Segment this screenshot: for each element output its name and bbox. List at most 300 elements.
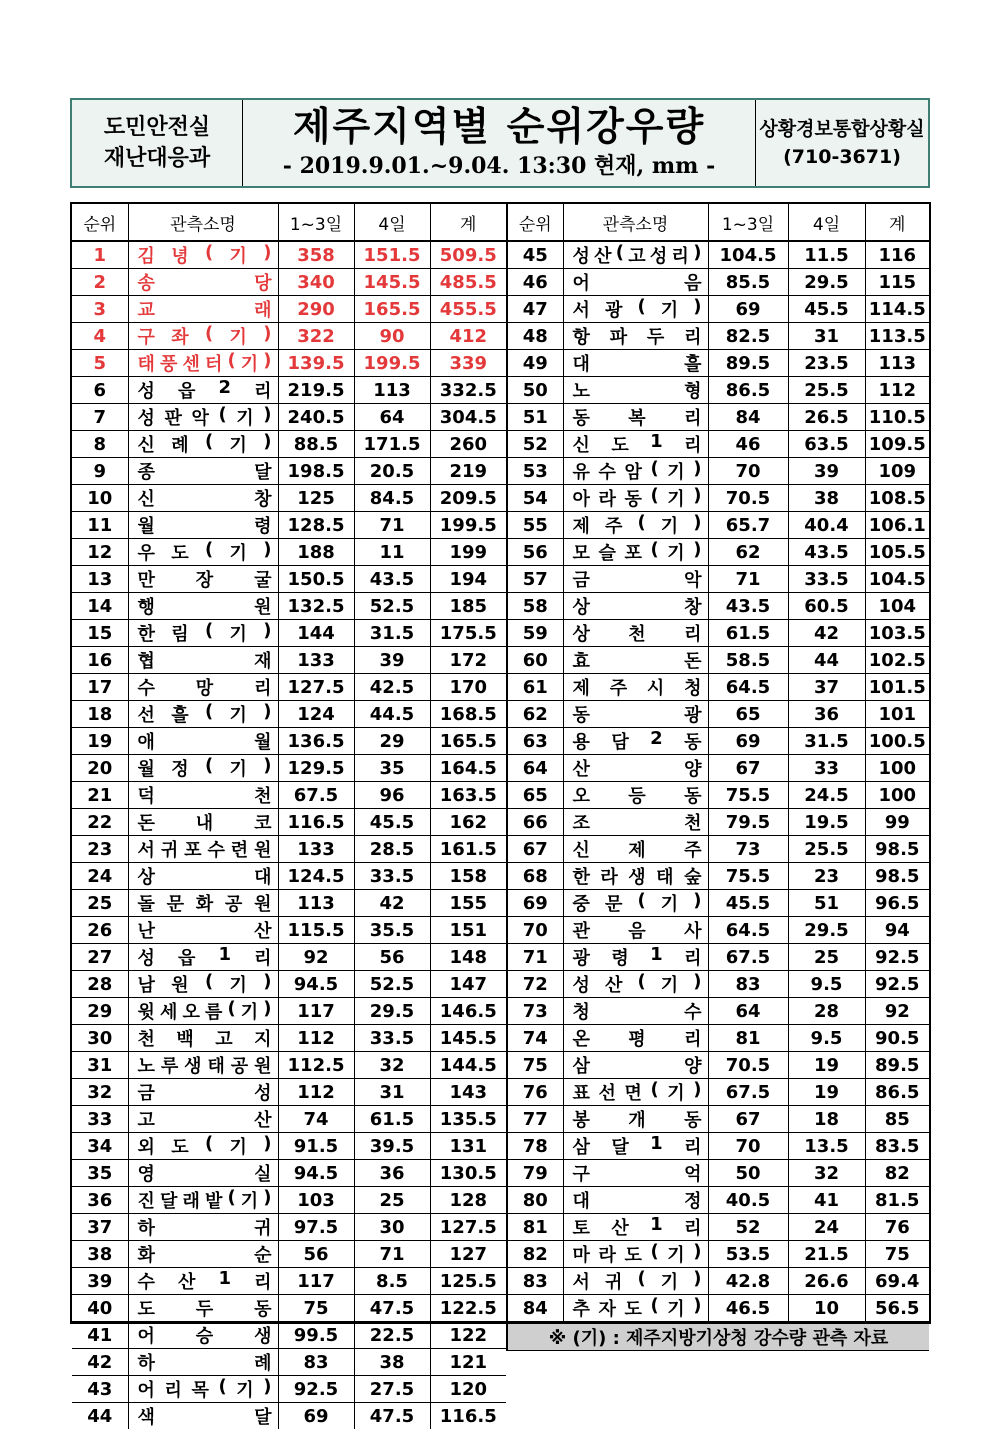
- day-4-cell: 47.5: [354, 1295, 430, 1322]
- days-1-3-cell: 125: [278, 485, 354, 512]
- table-row: [72, 269, 506, 296]
- total-cell: 168.5: [430, 701, 506, 728]
- station-name: 구 좌 ( 기 ): [129, 323, 278, 349]
- total-cell: 110.5: [865, 404, 929, 431]
- rank-cell: 80: [507, 1187, 563, 1214]
- station-cell: [563, 890, 708, 917]
- total-cell: 99: [865, 809, 929, 836]
- rank-cell: 19: [72, 728, 128, 755]
- total-cell: 101: [865, 701, 929, 728]
- table-row: [507, 1295, 929, 1322]
- station-cell: [128, 1052, 278, 1079]
- days-1-3-cell: 84: [708, 404, 788, 431]
- station-cell: [563, 944, 708, 971]
- total-cell: 304.5: [430, 404, 506, 431]
- office-phone: (710-3671): [783, 143, 901, 171]
- day-4-cell: 32: [788, 1160, 865, 1187]
- col-day-4: 4일: [788, 204, 865, 241]
- total-cell: 85: [865, 1106, 929, 1133]
- rank-cell: 39: [72, 1268, 128, 1295]
- day-4-cell: 29.5: [788, 917, 865, 944]
- rank-cell: 40: [72, 1295, 128, 1322]
- station-name: 덕 천: [129, 782, 278, 808]
- station-name: 외 도 ( 기 ): [129, 1133, 278, 1159]
- rank-cell: 20: [72, 755, 128, 782]
- col-total: 계: [430, 204, 506, 241]
- day-4-cell: 52.5: [354, 593, 430, 620]
- table-row: [72, 647, 506, 674]
- day-4-cell: 36: [354, 1160, 430, 1187]
- rank-cell: 58: [507, 593, 563, 620]
- station-name: 영 실: [129, 1160, 278, 1186]
- total-cell: 125.5: [430, 1268, 506, 1295]
- days-1-3-cell: 79.5: [708, 809, 788, 836]
- total-cell: 144.5: [430, 1052, 506, 1079]
- station-name: 노 형: [564, 377, 708, 403]
- day-4-cell: 64: [354, 404, 430, 431]
- station-name: 모 슬 포 ( 기 ): [564, 539, 708, 565]
- days-1-3-cell: 115.5: [278, 917, 354, 944]
- days-1-3-cell: 64.5: [708, 917, 788, 944]
- days-1-3-cell: 322: [278, 323, 354, 350]
- station-cell: [128, 782, 278, 809]
- station-name: 행 원: [129, 593, 278, 619]
- total-cell: 122: [430, 1322, 506, 1349]
- station-name: 서 광 ( 기 ): [564, 296, 708, 322]
- days-1-3-cell: 129.5: [278, 755, 354, 782]
- total-cell: 158: [430, 863, 506, 890]
- table-row: [507, 323, 929, 350]
- day-4-cell: 22.5: [354, 1322, 430, 1349]
- station-cell: [563, 593, 708, 620]
- total-cell: 98.5: [865, 836, 929, 863]
- table-row: [72, 296, 506, 323]
- station-cell: [128, 512, 278, 539]
- total-cell: 115: [865, 269, 929, 296]
- day-4-cell: 45.5: [354, 809, 430, 836]
- days-1-3-cell: 94.5: [278, 971, 354, 998]
- day-4-cell: 29: [354, 728, 430, 755]
- rank-cell: 10: [72, 485, 128, 512]
- station-cell: [563, 296, 708, 323]
- table-row: [72, 1376, 506, 1403]
- table-row: [72, 1187, 506, 1214]
- table-row: [72, 566, 506, 593]
- station-cell: [563, 998, 708, 1025]
- rank-cell: 51: [507, 404, 563, 431]
- station-cell: [563, 620, 708, 647]
- days-1-3-cell: 58.5: [708, 647, 788, 674]
- day-4-cell: 35.5: [354, 917, 430, 944]
- rank-cell: 24: [72, 863, 128, 890]
- table-row: [72, 809, 506, 836]
- station-cell: [563, 323, 708, 350]
- station-name: 추 자 도 ( 기 ): [564, 1295, 708, 1321]
- table-row: [507, 674, 929, 701]
- station-name: 대 정: [564, 1187, 708, 1213]
- station-cell: [563, 782, 708, 809]
- table-row: [507, 566, 929, 593]
- station-name: 구 억: [564, 1160, 708, 1186]
- station-cell: [563, 404, 708, 431]
- days-1-3-cell: 83: [708, 971, 788, 998]
- rank-cell: 54: [507, 485, 563, 512]
- station-cell: [563, 431, 708, 458]
- rank-cell: 37: [72, 1214, 128, 1241]
- station-cell: [128, 404, 278, 431]
- days-1-3-cell: 69: [708, 296, 788, 323]
- rank-cell: 82: [507, 1241, 563, 1268]
- day-4-cell: 31: [354, 1079, 430, 1106]
- days-1-3-cell: 340: [278, 269, 354, 296]
- station-name: 하 례: [129, 1349, 278, 1375]
- station-cell: [563, 1214, 708, 1241]
- day-4-cell: 25.5: [788, 836, 865, 863]
- days-1-3-cell: 52: [708, 1214, 788, 1241]
- table-row: [72, 485, 506, 512]
- col-days-1-3: 1~3일: [278, 204, 354, 241]
- table-row: [507, 998, 929, 1025]
- days-1-3-cell: 94.5: [278, 1160, 354, 1187]
- rank-cell: 47: [507, 296, 563, 323]
- station-name: 색 달: [129, 1403, 278, 1429]
- station-cell: [563, 485, 708, 512]
- table-row: [72, 539, 506, 566]
- days-1-3-cell: 46.5: [708, 1295, 788, 1322]
- table-row: [72, 593, 506, 620]
- rank-cell: 61: [507, 674, 563, 701]
- station-name: 윗 세 오 름 ( 기 ): [129, 998, 278, 1024]
- total-cell: 109: [865, 458, 929, 485]
- days-1-3-cell: 67.5: [278, 782, 354, 809]
- table-row: [72, 377, 506, 404]
- total-cell: 170: [430, 674, 506, 701]
- rank-cell: 6: [72, 377, 128, 404]
- day-4-cell: 151.5: [354, 241, 430, 269]
- day-4-cell: 63.5: [788, 431, 865, 458]
- table-row: [72, 1268, 506, 1295]
- table-row: [72, 404, 506, 431]
- rank-cell: 81: [507, 1214, 563, 1241]
- department-line-1: 도민안전실: [104, 112, 210, 143]
- day-4-cell: 9.5: [788, 1025, 865, 1052]
- table-row: [72, 836, 506, 863]
- col-total: 계: [865, 204, 929, 241]
- station-cell: [128, 620, 278, 647]
- station-cell: [128, 241, 278, 269]
- total-cell: 56.5: [865, 1295, 929, 1322]
- station-name: 상 대: [129, 863, 278, 889]
- days-1-3-cell: 62: [708, 539, 788, 566]
- rank-cell: 68: [507, 863, 563, 890]
- days-1-3-cell: 99.5: [278, 1322, 354, 1349]
- station-cell: [563, 836, 708, 863]
- station-name: 효 돈: [564, 647, 708, 673]
- rank-cell: 38: [72, 1241, 128, 1268]
- total-cell: 81.5: [865, 1187, 929, 1214]
- total-cell: 109.5: [865, 431, 929, 458]
- table-row: [72, 944, 506, 971]
- station-cell: [128, 863, 278, 890]
- total-cell: 332.5: [430, 377, 506, 404]
- table-row: [72, 1052, 506, 1079]
- station-cell: [563, 1079, 708, 1106]
- day-4-cell: 90: [354, 323, 430, 350]
- table-row: [507, 1268, 929, 1295]
- station-cell: [563, 1160, 708, 1187]
- day-4-cell: 42.5: [354, 674, 430, 701]
- day-4-cell: 27.5: [354, 1376, 430, 1403]
- col-day-4: 4일: [354, 204, 430, 241]
- days-1-3-cell: 75.5: [708, 863, 788, 890]
- station-name: 한 림 ( 기 ): [129, 620, 278, 646]
- station-name: 금 성: [129, 1079, 278, 1105]
- day-4-cell: 165.5: [354, 296, 430, 323]
- day-4-cell: 44.5: [354, 701, 430, 728]
- total-cell: 127.5: [430, 1214, 506, 1241]
- day-4-cell: 20.5: [354, 458, 430, 485]
- days-1-3-cell: 67: [708, 1106, 788, 1133]
- station-cell: [128, 809, 278, 836]
- station-name: 한 라 생 태 숲: [564, 863, 708, 889]
- day-4-cell: 51: [788, 890, 865, 917]
- total-cell: 145.5: [430, 1025, 506, 1052]
- day-4-cell: 23.5: [788, 350, 865, 377]
- days-1-3-cell: 124.5: [278, 863, 354, 890]
- day-4-cell: 38: [354, 1349, 430, 1376]
- days-1-3-cell: 128.5: [278, 512, 354, 539]
- total-cell: 89.5: [865, 1052, 929, 1079]
- station-cell: [128, 593, 278, 620]
- rank-cell: 5: [72, 350, 128, 377]
- rank-cell: 43: [72, 1376, 128, 1403]
- days-1-3-cell: 83: [278, 1349, 354, 1376]
- day-4-cell: 31: [788, 323, 865, 350]
- table-row: [507, 1106, 929, 1133]
- station-name: 제 주 ( 기 ): [564, 512, 708, 538]
- day-4-cell: 25.5: [788, 377, 865, 404]
- day-4-cell: 19.5: [788, 809, 865, 836]
- station-name: 성 판 악 ( 기 ): [129, 404, 278, 430]
- days-1-3-cell: 92.5: [278, 1376, 354, 1403]
- day-4-cell: 23: [788, 863, 865, 890]
- station-cell: [128, 917, 278, 944]
- station-cell: [128, 1214, 278, 1241]
- station-cell: [128, 539, 278, 566]
- station-cell: [563, 647, 708, 674]
- total-cell: 260: [430, 431, 506, 458]
- station-name: 항 파 두 리: [564, 323, 708, 349]
- days-1-3-cell: 219.5: [278, 377, 354, 404]
- days-1-3-cell: 133: [278, 647, 354, 674]
- station-cell: [563, 917, 708, 944]
- station-name: 유 수 암 ( 기 ): [564, 458, 708, 484]
- days-1-3-cell: 69: [708, 728, 788, 755]
- station-cell: [563, 674, 708, 701]
- days-1-3-cell: 112.5: [278, 1052, 354, 1079]
- rank-cell: 32: [72, 1079, 128, 1106]
- station-cell: [128, 1133, 278, 1160]
- day-4-cell: 30: [354, 1214, 430, 1241]
- total-cell: 82: [865, 1160, 929, 1187]
- station-name: 어 리 목 ( 기 ): [129, 1376, 278, 1402]
- table-row: [72, 1241, 506, 1268]
- table-row: [507, 782, 929, 809]
- days-1-3-cell: 65: [708, 701, 788, 728]
- rank-cell: 3: [72, 296, 128, 323]
- days-1-3-cell: 240.5: [278, 404, 354, 431]
- station-name: 동 복 리: [564, 404, 708, 430]
- days-1-3-cell: 69: [278, 1403, 354, 1429]
- days-1-3-cell: 92: [278, 944, 354, 971]
- days-1-3-cell: 70.5: [708, 1052, 788, 1079]
- table-row: [72, 458, 506, 485]
- day-4-cell: 41: [788, 1187, 865, 1214]
- table-row: [507, 512, 929, 539]
- total-cell: 92.5: [865, 944, 929, 971]
- total-cell: 147: [430, 971, 506, 998]
- day-4-cell: 199.5: [354, 350, 430, 377]
- day-4-cell: 113: [354, 377, 430, 404]
- station-cell: [563, 809, 708, 836]
- station-cell: [563, 458, 708, 485]
- total-cell: 103.5: [865, 620, 929, 647]
- station-name: 동 광: [564, 701, 708, 727]
- total-cell: 165.5: [430, 728, 506, 755]
- rank-cell: 11: [72, 512, 128, 539]
- station-cell: [128, 1349, 278, 1376]
- day-4-cell: 38: [788, 485, 865, 512]
- table-row: [507, 944, 929, 971]
- station-name: 돈 내 코: [129, 809, 278, 835]
- days-1-3-cell: 113: [278, 890, 354, 917]
- days-1-3-cell: 132.5: [278, 593, 354, 620]
- station-name: 고 산: [129, 1106, 278, 1132]
- day-4-cell: 28.5: [354, 836, 430, 863]
- table-row: [507, 836, 929, 863]
- station-name: 수 산 1 리: [129, 1268, 278, 1294]
- office-block: [756, 100, 928, 186]
- rank-cell: 83: [507, 1268, 563, 1295]
- station-name: 성 읍 1 리: [129, 944, 278, 970]
- day-4-cell: 28: [788, 998, 865, 1025]
- station-name: 난 산: [129, 917, 278, 943]
- table-row: [507, 539, 929, 566]
- station-name: 어 승 생: [129, 1322, 278, 1348]
- days-1-3-cell: 56: [278, 1241, 354, 1268]
- station-name: 성 산 ( 고 성 리 ): [564, 242, 708, 268]
- station-cell: [128, 998, 278, 1025]
- station-name: 서 귀 포 수 련 원: [129, 836, 278, 862]
- department-line-2: 재난대응과: [104, 143, 210, 174]
- table-header-row: [507, 204, 929, 241]
- station-name: 천 백 고 지: [129, 1025, 278, 1051]
- day-4-cell: 10: [788, 1295, 865, 1322]
- rank-cell: 65: [507, 782, 563, 809]
- station-cell: [128, 971, 278, 998]
- table-row: [72, 755, 506, 782]
- rank-cell: 23: [72, 836, 128, 863]
- department-block: [72, 100, 243, 186]
- rank-cell: 41: [72, 1322, 128, 1349]
- total-cell: 131: [430, 1133, 506, 1160]
- total-cell: 509.5: [430, 241, 506, 269]
- day-4-cell: 60.5: [788, 593, 865, 620]
- day-4-cell: 45.5: [788, 296, 865, 323]
- day-4-cell: 9.5: [788, 971, 865, 998]
- table-row: [72, 782, 506, 809]
- station-cell: [128, 323, 278, 350]
- day-4-cell: 33.5: [354, 863, 430, 890]
- day-4-cell: 42: [354, 890, 430, 917]
- total-cell: 100.5: [865, 728, 929, 755]
- total-cell: 135.5: [430, 1106, 506, 1133]
- table-row: [507, 971, 929, 998]
- total-cell: 146.5: [430, 998, 506, 1025]
- days-1-3-cell: 75.5: [708, 782, 788, 809]
- days-1-3-cell: 53.5: [708, 1241, 788, 1268]
- day-4-cell: 11.5: [788, 241, 865, 269]
- days-1-3-cell: 117: [278, 998, 354, 1025]
- rank-cell: 75: [507, 1052, 563, 1079]
- station-name: 금 악: [564, 566, 708, 592]
- station-name: 온 평 리: [564, 1025, 708, 1051]
- rainfall-table-right: [506, 204, 929, 1351]
- station-cell: [563, 1187, 708, 1214]
- total-cell: 113: [865, 350, 929, 377]
- rank-cell: 62: [507, 701, 563, 728]
- total-cell: 185: [430, 593, 506, 620]
- day-4-cell: 29.5: [354, 998, 430, 1025]
- col-station: 관측소명: [128, 204, 278, 241]
- total-cell: 100: [865, 782, 929, 809]
- station-name: 남 원 ( 기 ): [129, 971, 278, 997]
- total-cell: 122.5: [430, 1295, 506, 1322]
- col-days-1-3: 1~3일: [708, 204, 788, 241]
- table-row: [507, 1214, 929, 1241]
- day-4-cell: 29.5: [788, 269, 865, 296]
- total-cell: 102.5: [865, 647, 929, 674]
- day-4-cell: 18: [788, 1106, 865, 1133]
- day-4-cell: 61.5: [354, 1106, 430, 1133]
- day-4-cell: 96: [354, 782, 430, 809]
- total-cell: 121: [430, 1349, 506, 1376]
- days-1-3-cell: 64: [708, 998, 788, 1025]
- total-cell: 164.5: [430, 755, 506, 782]
- total-cell: 96.5: [865, 890, 929, 917]
- table-row: [72, 620, 506, 647]
- total-cell: 76: [865, 1214, 929, 1241]
- day-4-cell: 19: [788, 1052, 865, 1079]
- total-cell: 148: [430, 944, 506, 971]
- station-cell: [563, 1268, 708, 1295]
- days-1-3-cell: 75: [278, 1295, 354, 1322]
- total-cell: 112: [865, 377, 929, 404]
- rank-cell: 8: [72, 431, 128, 458]
- station-cell: [563, 1106, 708, 1133]
- station-name: 돌 문 화 공 원: [129, 890, 278, 916]
- station-cell: [563, 728, 708, 755]
- station-cell: [128, 1025, 278, 1052]
- rank-cell: 31: [72, 1052, 128, 1079]
- total-cell: 194: [430, 566, 506, 593]
- station-cell: [128, 377, 278, 404]
- total-cell: 339: [430, 350, 506, 377]
- table-row: [507, 1052, 929, 1079]
- station-cell: [128, 701, 278, 728]
- table-row: [72, 1025, 506, 1052]
- station-name: 청 수: [564, 998, 708, 1024]
